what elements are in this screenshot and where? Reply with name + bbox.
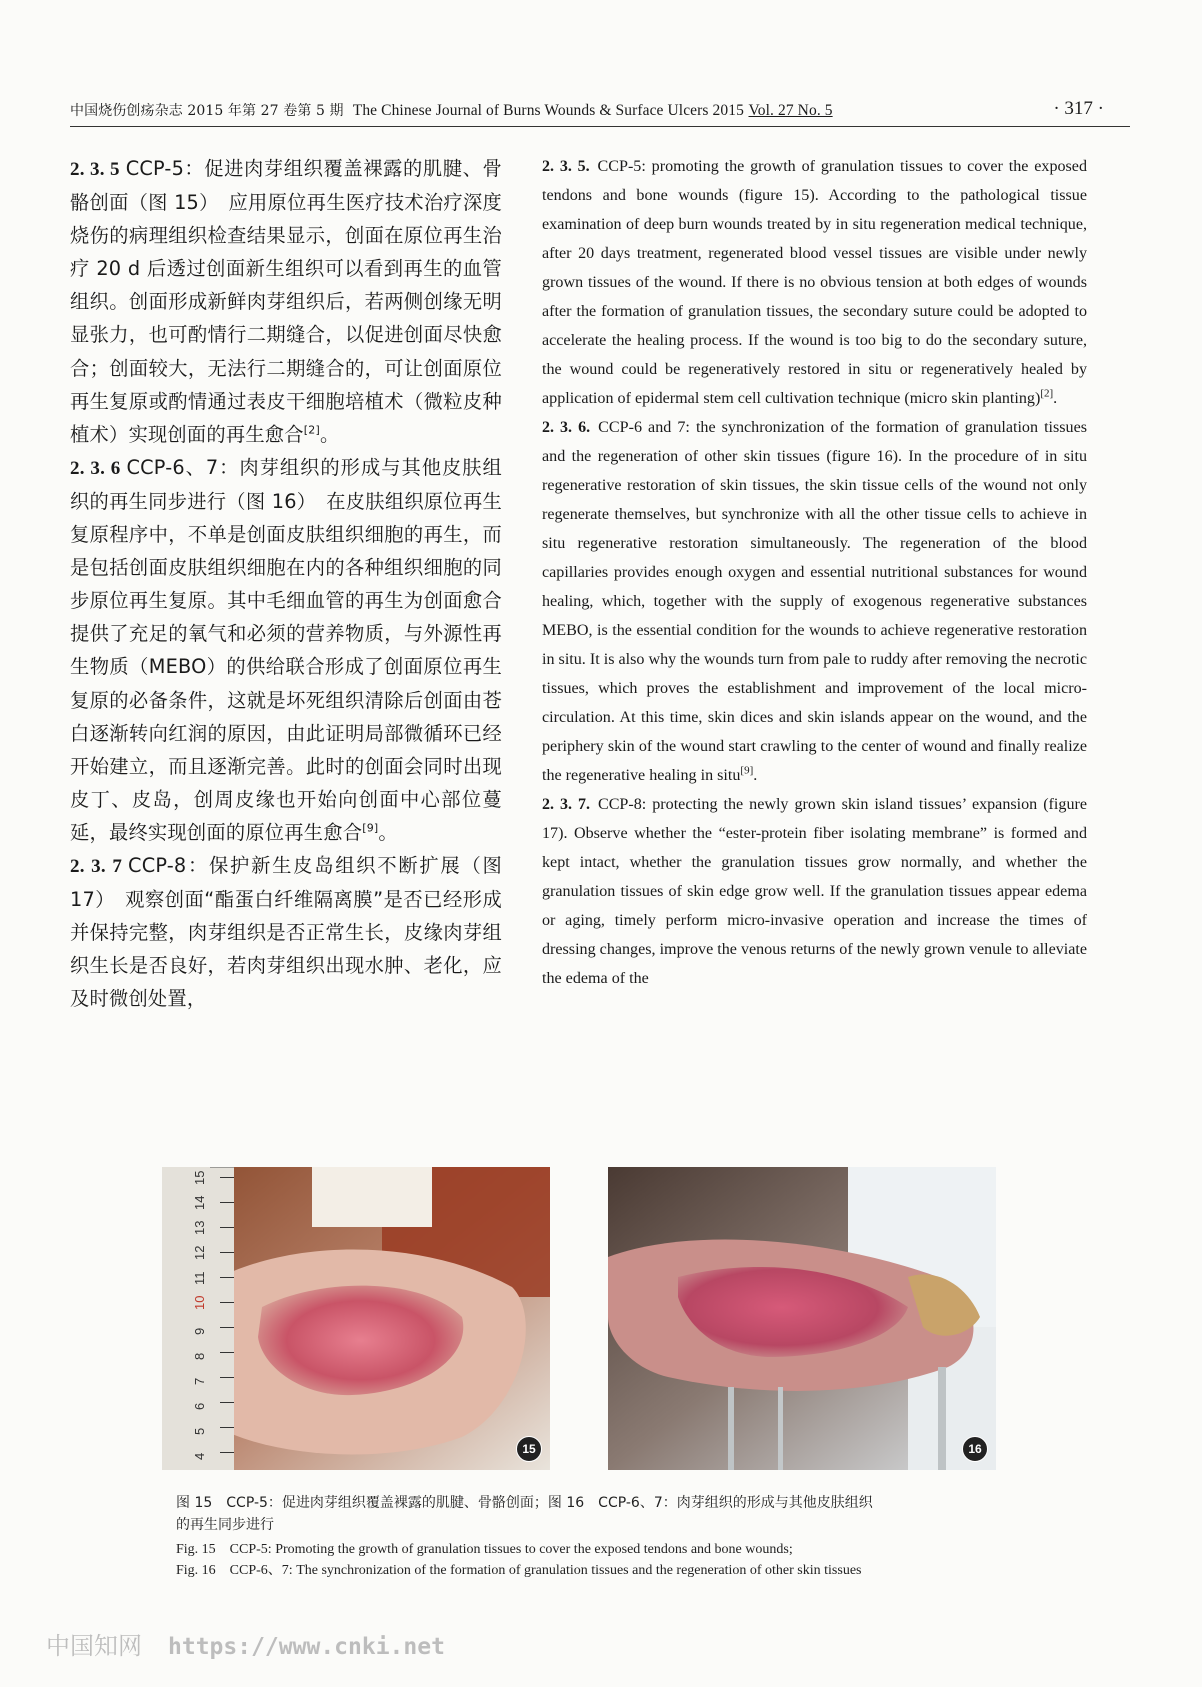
section-text: CCP-5: promoting the growth of granulation tissues to cover the exposed tendons and bone wounds (figure 15). According to the pathological tissue examination of deep burn wounds treated by in situ regeneration medical technique, after 20 days treatment, regenerated blood vessel tissues are visible under newly grown tissues of the wound. If there is no obvious tension at both edges of wounds after the formation of granulation tissues, the secondary suture could be adopted to accelerate the healing process. If the wound is too big to do the secondary suture, the wound could be regeneratively restored in situ or regeneratively healed by application of epidermal stem cell cultivation technique (micro skin planting) [542, 158, 1087, 407]
sentence-end: 。 [319, 422, 340, 446]
sentence-end: . [753, 767, 758, 784]
journal-name-en: The Chinese Journal of Burns Wounds & Surface Ulcers 2015 [352, 102, 744, 119]
ruler-number: 10 [192, 1295, 207, 1310]
figure-16-photo [608, 1167, 996, 1470]
figure-16-badge: 16 [962, 1436, 988, 1462]
section-number: 2. 3. 7. [542, 796, 590, 813]
watermark-cn: 中国知网 [46, 1632, 142, 1660]
ruler-number: 8 [192, 1352, 207, 1360]
sentence-end: 。 [378, 820, 398, 844]
ruler-number: 7 [192, 1377, 207, 1385]
section-number: 2. 3. 6 [70, 457, 121, 479]
section-text: CCP-8: protecting the newly grown skin island tissues’ expansion (figure 17). Observe whether the “ester-protein fiber isolating membrane” is formed and kept intact, whether the granulation tissues grow normally, and whether the granulation tissues of skin edge grow well. If the granulation tissues appear edema or aging, timely perform micro-invasive operation and increase the times of dressing changes, improve the venous returns of the newly grown venule to alleviate the edema of the [542, 796, 1087, 987]
ruler-number: 9 [192, 1327, 207, 1335]
citation-ref: [2] [1040, 387, 1054, 400]
figure-15-photo [162, 1167, 550, 1470]
cnki-watermark [46, 1626, 445, 1661]
running-header [70, 96, 1130, 127]
section-text: CCP-6 and 7: the synchronization of the formation of granulation tissues and the regeneration of other skin tissues (figure 16). In the procedure of in situ regenerative restoration of skin tissues, the skin tissue cells of the wound not only regenerate themselves, but synchronize with all the other tissue cells to achieve in situ regenerative restoration simultaneously. The regeneration of the blood capillaries provides enough oxygen and essential nutritional substances for wound healing, which, together with the supply of exogenous regenerative substances MEBO, is the essential condition for the wounds to achieve regenerative restoration in situ. It is also why the wounds turn from pale to ruddy after removing the necrotic tissues, which proves the establishment and improvement of the local micro-circulation. At this time, skin dices and skin islands appear on the wound, and the periphery skin of the wound start crawling to the center of wound and finally realize the regenerative healing in situ [542, 419, 1088, 784]
ruler-number: 11 [192, 1271, 207, 1285]
figure-caption-en-line1: Fig. 15 CCP-5: Promoting the growth of granulation tissues to cover the exposed tendons and bone wounds; [176, 1542, 793, 1557]
ruler-number: 13 [192, 1220, 207, 1235]
section-text: CCP-6、7：肉芽组织的形成与其他皮肤组织的再生同步进行（图 16） 在皮肤组织原位再生复原程序中，不单是创面皮肤组织细胞的再生，而是包括创面皮肤组织细胞在内的各种组织细胞的同步原位再生复原。其中毛细血管的再生为创面愈合提供了充足的氧气和必须的营养物质，与外源性再生物质（MEBO）的供给联合形成了创面原位再生复原的必备条件，这就是坏死组织清除后创面由苍白逐渐转向红润的原因，由此证明局部微循环已经开始建立，而且逐渐完善。此时的创面会同时出现皮丁、皮岛，创周皮缘也开始向创面中心部位蔓延，最终实现创面的原位再生愈合 [70, 455, 502, 844]
section-number: 2. 3. 5 [70, 159, 120, 180]
ruler-number: 15 [192, 1170, 207, 1185]
figure-16-illustration [608, 1167, 996, 1470]
chinese-column [70, 152, 502, 1015]
section-2-3-6-en [542, 413, 1087, 790]
journal-volume: Vol. 27 No. 5 [748, 102, 833, 119]
section-2-3-6-cn [70, 451, 502, 849]
ruler-number: 5 [192, 1427, 207, 1435]
citation-ref: [2] [303, 423, 320, 437]
ruler-number: 4 [192, 1452, 207, 1460]
section-2-3-5-cn [70, 152, 502, 451]
watermark-url: https://www.cnki.net [168, 1634, 445, 1660]
section-2-3-5-en [542, 152, 1087, 413]
section-text: CCP-8：保护新生皮岛组织不断扩展（图 17） 观察创面“酯蛋白纤维隔离膜”是否已经形成并保持完整，肉芽组织是否正常生长，皮缘肉芽组织生长是否良好，若肉芽组织出现水肿、老化，应及时微创处置， [70, 853, 502, 1011]
ruler-number: 14 [192, 1195, 207, 1210]
section-number: 2. 3. 6. [542, 419, 591, 436]
figure-caption-cn-line1: 图 15 CCP-5：促进肉芽组织覆盖裸露的肌腱、骨骼创面；图 16 CCP-6、7：肉芽组织的形成与其他皮肤组织 [176, 1495, 873, 1511]
section-2-3-7-en [542, 790, 1087, 993]
section-text: CCP-5：促进肉芽组织覆盖裸露的肌腱、骨骼创面（图 15） 应用原位再生医疗技术治疗深度烧伤的病理组织检查结果显示，创面在原位再生治疗 20 d 后透过创面新生组织可以看到再生的血管组织。创面形成新鲜肉芽组织后，若两侧创缘无明显张力，也可酌情行二期缝合，以促进创面尽快愈合；创面较大，无法行二期缝合的，可让创面原位再生复原或酌情通过表皮干细胞培植术（微粒皮种植术）实现创面的再生愈合 [70, 157, 502, 446]
citation-ref: [9] [362, 821, 379, 835]
journal-citation [70, 100, 833, 120]
ruler-number: 12 [192, 1245, 207, 1260]
page-number: · 317 · [1053, 98, 1104, 119]
figure-15-illustration [162, 1167, 550, 1470]
figure-15-badge: 15 [516, 1436, 542, 1462]
citation-ref: [9] [740, 764, 754, 777]
ruler-number: 6 [192, 1402, 207, 1410]
journal-name-cn: 中国烧伤创疡杂志 2015 年第 27 卷第 5 期 [70, 103, 344, 119]
section-2-3-7-cn [70, 849, 502, 1015]
sentence-end: . [1053, 390, 1058, 407]
figure-caption-en-line2: Fig. 16 CCP-6、7: The synchronization of the formation of granulation tissues and the regeneration of other skin tissues [176, 1563, 862, 1578]
figure-caption-cn-line2: 的再生同步进行 [176, 1517, 274, 1533]
section-number: 2. 3. 5. [542, 158, 590, 175]
english-column [542, 152, 1087, 993]
section-number: 2. 3. 7 [70, 855, 123, 877]
